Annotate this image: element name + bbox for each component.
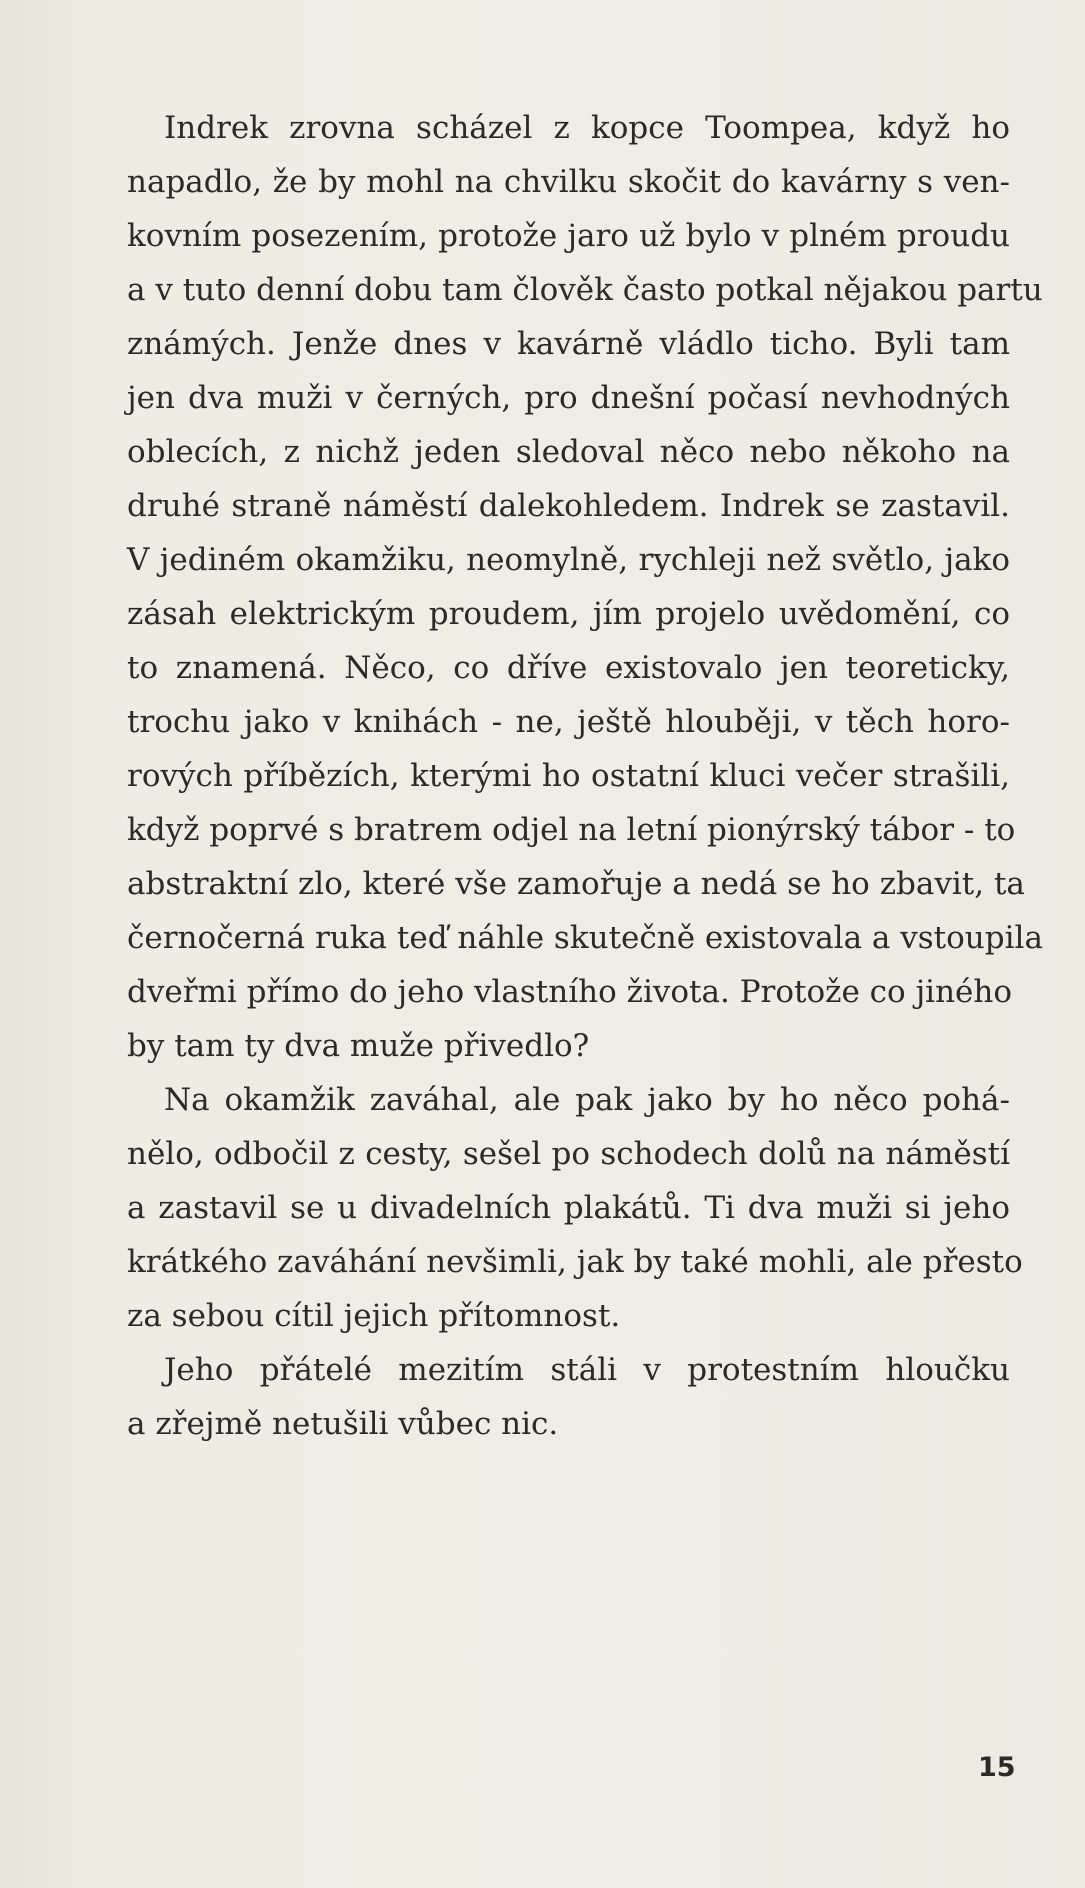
paragraph-1-line-13: rových příbězích, kterými ho ostatní kluci večer strašili, [127, 758, 1010, 794]
paragraph-1-line-15: abstraktní zlo, které vše zamořuje a nedá se ho zbavit, ta [127, 866, 1025, 902]
paragraph-1-line-14: když poprvé s bratrem odjel na letní pionýrský tábor - to [127, 812, 1016, 848]
paragraph-2-line-4: krátkého zaváhání nevšimli, jak by také mohli, ale přesto [127, 1244, 1023, 1280]
paragraph-1-line-5: známých. Jenže dnes v kavárně vládlo ticho. Byli tam [127, 326, 1010, 362]
paragraph-1-line-2: napadlo, že by mohl na chvilku skočit do kavárny s ven- [127, 164, 1010, 200]
paragraph-1-line-6: jen dva muži v černých, pro dnešní počasí nevhodných [127, 380, 1010, 416]
paragraph-2-line-1: Na okamžik zaváhal, ale pak jako by ho něco pohá- [164, 1082, 1010, 1118]
paragraph-1-line-10: zásah elektrickým proudem, jím projelo uvědomění, co [127, 596, 1010, 632]
paragraph-2-line-3: a zastavil se u divadelních plakátů. Ti dva muži si jeho [127, 1190, 1010, 1226]
paragraph-1-line-9: V jediném okamžiku, neomylně, rychleji než světlo, jako [127, 542, 1010, 578]
paragraph-1-line-16: černočerná ruka teď náhle skutečně existovala a vstoupila [127, 920, 1043, 956]
paragraph-1-line-17: dveřmi přímo do jeho vlastního života. Protože co jiného [127, 974, 1013, 1010]
paragraph-1-line-12: trochu jako v knihách - ne, ještě hlouběji, v těch horo- [127, 704, 1010, 740]
paragraph-2-line-2: nělo, odbočil z cesty, sešel po schodech dolů na náměstí [127, 1136, 1010, 1172]
paragraph-1-line-3: kovním posezením, protože jaro už bylo v plném proudu [127, 218, 1010, 254]
paragraph-3-line-2: a zřejmě netušili vůbec nic. [127, 1406, 559, 1442]
page-number: 15 [978, 1752, 1016, 1783]
body-text [127, 101, 1043, 1451]
paragraph-1-line-4: a v tuto denní dobu tam člověk často potkal nějakou partu [127, 272, 1043, 308]
paragraph-1-line-18: by tam ty dva muže přivedlo? [127, 1028, 590, 1064]
paragraph-3-line-1: Jeho přátelé mezitím stáli v protestním hloučku [164, 1352, 1010, 1388]
paragraph-2-line-5: za sebou cítil jejich přítomnost. [127, 1298, 621, 1334]
paragraph-1-line-11: to znamená. Něco, co dříve existovalo jen teoreticky, [127, 650, 1010, 686]
paragraph-1-line-1: Indrek zrovna scházel z kopce Toompea, když ho [164, 110, 1010, 146]
paragraph-1-line-7: oblecích, z nichž jeden sledoval něco nebo někoho na [127, 434, 1010, 470]
paragraph-1-line-8: druhé straně náměstí dalekohledem. Indrek se zastavil. [127, 488, 1010, 524]
